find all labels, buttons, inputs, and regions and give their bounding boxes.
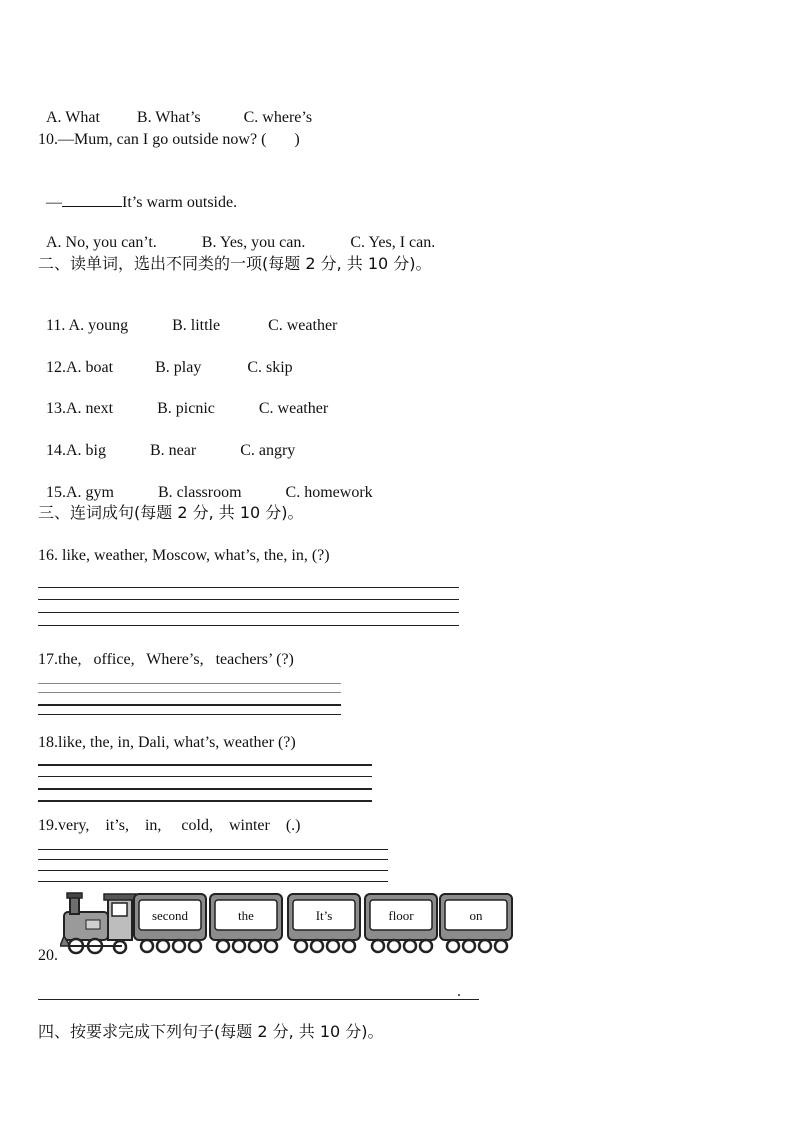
q19-answer-line[interactable] (38, 859, 388, 860)
train-car[interactable] (365, 894, 437, 952)
q20-answer-line[interactable] (38, 999, 479, 1000)
q16-words: 16. like, weather, Moscow, what’s, the, in, (?) (38, 547, 330, 564)
q11-options (38, 296, 337, 336)
q11-option-c: C. weather (268, 317, 338, 334)
train-car[interactable] (288, 894, 360, 952)
q15-option-c: C. homework (285, 484, 373, 501)
q19-answer-line[interactable] (38, 849, 388, 850)
q17-answer-line[interactable] (38, 714, 341, 715)
car-word: the (238, 908, 254, 923)
q16-answer-line[interactable] (38, 599, 459, 600)
q10-reply (38, 171, 237, 213)
car-word: It’s (315, 908, 333, 923)
q10-option-b: B. Yes, you can. (201, 234, 306, 251)
q10-option-a: A. No, you can’t. (46, 234, 157, 251)
q16-answer-line[interactable] (38, 587, 459, 588)
q19-answer-line[interactable] (38, 870, 388, 871)
car-word: on (469, 908, 483, 923)
q14-option-a: 14.A. big (46, 442, 106, 459)
q19-words: 19.very, it’s, in, cold, winter (.) (38, 817, 301, 834)
q15-option-b: B. classroom (158, 484, 242, 501)
q15-options (38, 463, 373, 503)
q18-answer-line[interactable] (38, 764, 372, 766)
q9-option-b: B. What’s (136, 109, 201, 126)
car-word: floor (388, 908, 414, 923)
q20-end-mark: . (457, 983, 461, 1000)
q13-option-c: C. weather (258, 400, 329, 417)
q13-option-a: 13.A. next (46, 400, 114, 417)
q18-answer-line[interactable] (38, 788, 372, 790)
q13-option-b: B. picnic (157, 400, 215, 417)
q17-answer-line[interactable] (38, 683, 341, 684)
q10-answer-blank[interactable] (62, 191, 122, 207)
q19-answer-line[interactable] (38, 881, 388, 882)
q16-answer-line[interactable] (38, 625, 459, 626)
train-illustration (60, 890, 520, 956)
q10-options (38, 213, 435, 253)
q17-answer-line[interactable] (38, 692, 341, 693)
q20-number: 20. (38, 947, 58, 964)
train-car[interactable] (440, 894, 512, 952)
train-car[interactable] (134, 894, 206, 952)
section3-heading: 三、连词成句(每题 2 分, 共 10 分)。 (38, 503, 304, 522)
q9-option-c: C. where’s (243, 109, 313, 126)
train-car[interactable] (210, 894, 282, 952)
q11-option-b: B. little (172, 317, 221, 334)
q13-options (38, 379, 328, 419)
q11-option-a: 11. A. young (46, 317, 129, 334)
q15-option-a: 15.A. gym (46, 484, 114, 501)
car-word: second (151, 908, 189, 923)
q10-option-c: C. Yes, I can. (350, 234, 436, 251)
q12-option-a: 12.A. boat (46, 359, 114, 376)
q14-options (38, 421, 295, 461)
q16-answer-line[interactable] (38, 612, 459, 613)
q10-question: 10.—Mum, can I go outside now? ( ) (38, 131, 300, 148)
q10-reply-dash: — (46, 194, 62, 211)
section4-heading: 四、按要求完成下列句子(每题 2 分, 共 10 分)。 (38, 1022, 384, 1041)
q18-answer-line[interactable] (38, 800, 372, 802)
q18-words: 18.like, the, in, Dali, what’s, weather (?) (38, 734, 296, 751)
q12-option-b: B. play (155, 359, 202, 376)
q17-words: 17.the, office, Where’s, teachers’ (?) (38, 651, 294, 668)
q12-option-c: C. skip (247, 359, 293, 376)
q12-options (38, 338, 293, 378)
q14-option-b: B. near (150, 442, 197, 459)
q17-answer-line[interactable] (38, 704, 341, 706)
section2-heading: 二、读单词，选出不同类的一项(每题 2 分, 共 10 分)。 (38, 254, 432, 273)
q18-answer-line[interactable] (38, 776, 372, 777)
q14-option-c: C. angry (240, 442, 296, 459)
q9-option-a: A. What (46, 109, 100, 126)
q10-reply-text: It’s warm outside. (122, 194, 238, 211)
locomotive-icon (60, 893, 136, 953)
q9-options (38, 88, 312, 128)
